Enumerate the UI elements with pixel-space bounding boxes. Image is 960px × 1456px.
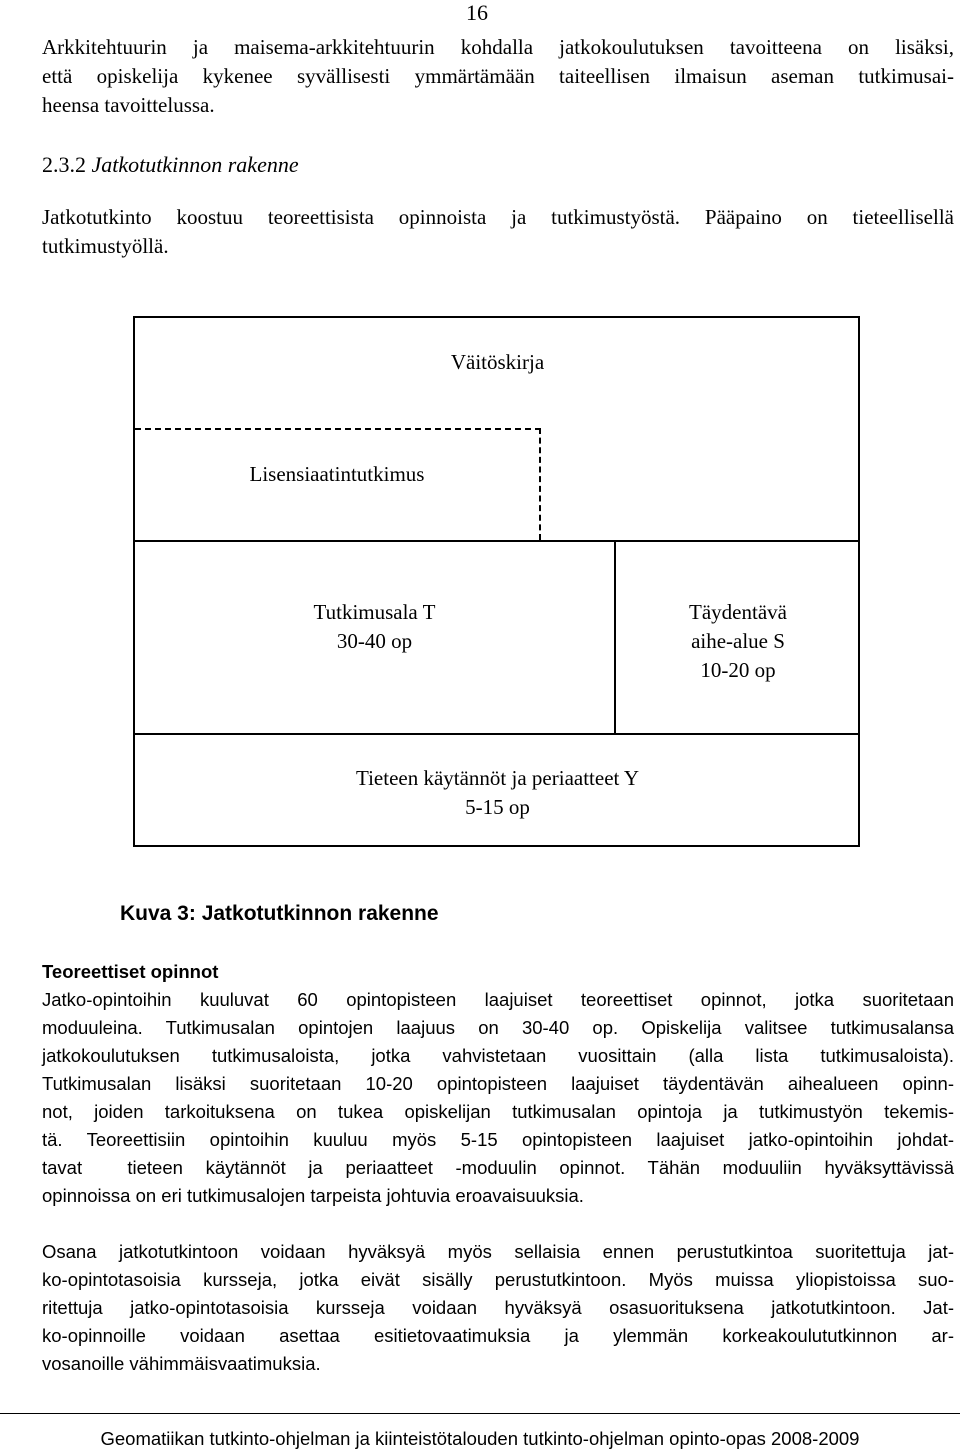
thesis-label: Väitöskirja <box>450 350 545 374</box>
licentiate-label: Lisensiaatintutkimus <box>249 462 425 486</box>
science-practices-credits: 5-15 op <box>465 795 530 819</box>
degree-structure-diagram <box>133 316 860 847</box>
divider-line <box>135 733 860 735</box>
courses-line: vosanoille vähimmäisvaatimuksia. <box>42 1353 321 1374</box>
intro-line: Arkkitehtuurin ja maisema-arkkitehtuurin kohdalla jatkokoulutuksen tavoitteena on lisäksi, <box>42 35 954 59</box>
section-heading <box>42 152 299 178</box>
section-line: Jatkotutkinto koostuu teoreettisista opinnoista ja tutkimustyöstä. Pääpaino on tieteellisellä <box>42 205 954 229</box>
licentiate-dashed-border-right <box>539 428 541 540</box>
page-footer: Geomatiikan tutkinto-ohjelman ja kiinteistötalouden tutkinto-ohjelman opinto-opas 2008-2009 <box>100 1428 860 1449</box>
licentiate-dashed-border-top <box>135 428 541 430</box>
page-number: 16 <box>466 0 488 25</box>
intro-paragraph <box>42 33 954 120</box>
footer-rule <box>0 1413 960 1414</box>
courses-line: ko-opinnoille voidaan asettaa esitietovaatimuksia ja ylemmän korkeakoulututkinnon ar- <box>42 1325 954 1346</box>
theory-line: Jatko-opintoihin kuuluvat 60 opintopisteen laajuiset teoreettiset opinnot, jotka suoritetaan <box>42 989 954 1010</box>
figure-caption: Kuva 3: Jatkotutkinnon rakenne <box>120 902 439 925</box>
courses-line: Osana jatkotutkintoon voidaan hyväksyä myös sellaisia ennen perustutkintoa suoritettuja jat- <box>42 1241 954 1262</box>
theory-line: Tutkimusalan lisäksi suoritetaan 10-20 opintopisteen laajuiset täydentävän aihealueen opinn- <box>42 1073 954 1094</box>
supplementary-area-label: Täydentävä <box>689 600 787 624</box>
section-line: tutkimustyöllä. <box>42 234 169 258</box>
section-title: Jatkotutkinnon rakenne <box>91 152 299 177</box>
theory-line: moduuleina. Tutkimusalan opintojen laajuus on 30-40 op. Opiskelija valitsee tutkimusalansa <box>42 1017 954 1038</box>
research-area-credits: 30-40 op <box>336 629 413 653</box>
theory-line: not, joiden tarkoituksena on tukea opiskelijan tutkimusalan opintoja ja tutkimustyön tekemis- <box>42 1101 954 1122</box>
theory-paragraph <box>42 986 954 1210</box>
theory-line: tavat tieteen käytännöt ja periaatteet -moduulin opinnot. Tähän moduuliin hyväksyttävissä <box>42 1157 954 1178</box>
theory-line: opinnoissa on eri tutkimusalojen tarpeista johtuvia eroavaisuuksia. <box>42 1185 584 1206</box>
theory-line: tä. Teoreettisiin opintoihin kuuluu myös 5-15 opintopisteen laajuiset jatko-opintoihin johdat- <box>42 1129 954 1150</box>
research-area-label: Tutkimusala T <box>313 600 436 624</box>
science-practices-box <box>135 764 860 822</box>
courses-line: ko-opintotasoisia kursseja, jotka eivät sisälly perustutkintoon. Myös muissa yliopistoissa suo- <box>42 1269 954 1290</box>
supplementary-area-box <box>616 598 860 685</box>
research-area-box <box>135 598 614 656</box>
supplementary-area-credits: 10-20 op <box>700 658 776 682</box>
section-paragraph <box>42 203 954 261</box>
courses-paragraph <box>42 1238 954 1378</box>
courses-line: ritettuja jatko-opintotasoisia kursseja voidaan hyväksyä osasuorituksena jatkotutkintoon. Jat- <box>42 1297 954 1318</box>
theory-heading: Teoreettiset opinnot <box>42 961 219 982</box>
section-number: 2.3.2 <box>42 152 86 177</box>
science-practices-label: Tieteen käytännöt ja periaatteet Y <box>355 766 639 790</box>
intro-line: heensa tavoittelussa. <box>42 93 215 117</box>
intro-line: että opiskelija kykenee syvällisesti ymmärtämään taiteellisen ilmaisun aseman tutkimusai- <box>42 64 954 88</box>
supplementary-area-label: aihe-alue S <box>691 629 785 653</box>
theory-line: jatkokoulutuksen tutkimusaloista, jotka vahvistetaan vuosittain (alla lista tutkimusaloista). <box>42 1045 954 1066</box>
divider-line <box>135 540 860 542</box>
